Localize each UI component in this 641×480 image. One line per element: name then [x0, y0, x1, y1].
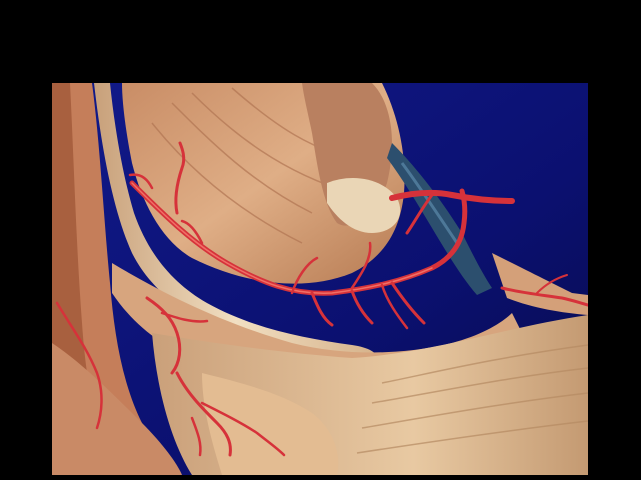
dissection-photo — [52, 83, 588, 475]
dissection-image — [52, 83, 588, 475]
